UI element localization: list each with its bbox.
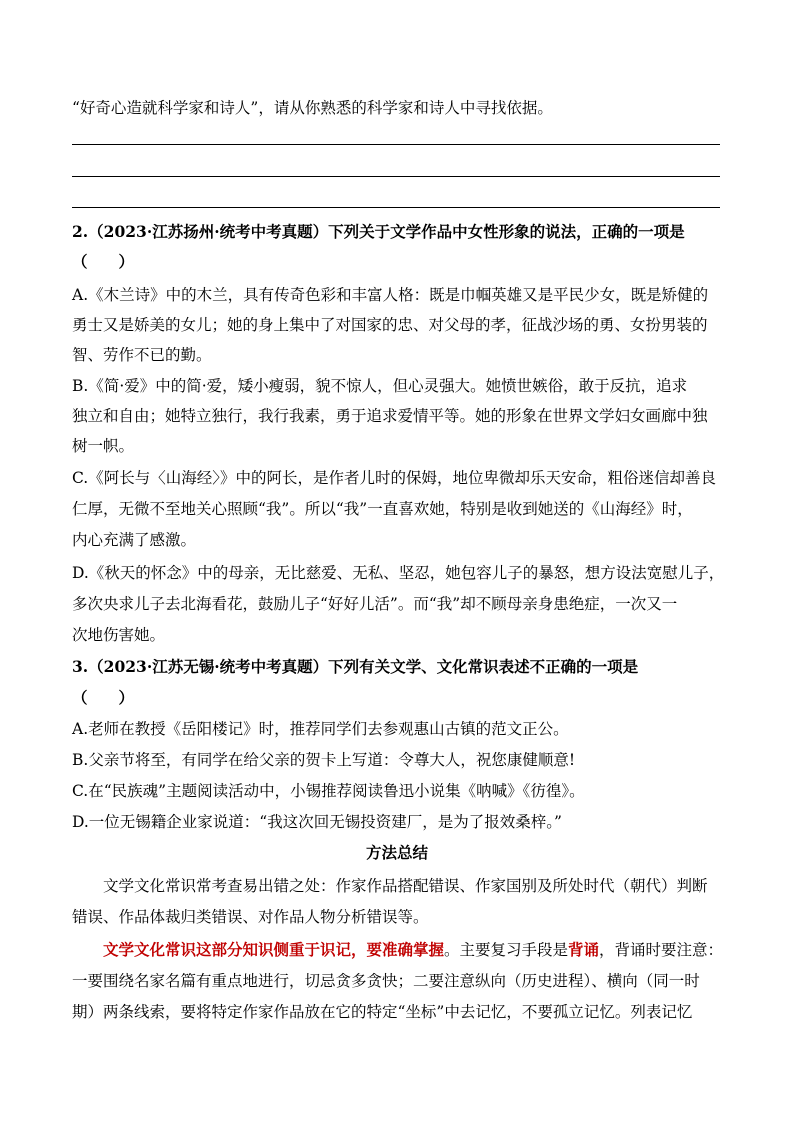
q2-option-a: 智、劳作不已的勤。 <box>72 346 212 364</box>
summary-title: 方法总结 <box>365 843 428 862</box>
summary-paragraph-2 <box>103 940 723 960</box>
q2-option-b: 树一帜。 <box>72 437 135 455</box>
q3-option-d: D.一位无锡籍企业家说道：“我这次回无锡投资建厂，是为了报效桑梓。” <box>72 813 562 831</box>
q2-option-c: 内心充满了感激。 <box>72 531 197 549</box>
summary-text: ，背诵时要注意： <box>599 941 724 959</box>
q2-option-b: B.《简·爱》中的简·爱，矮小瘦弱，貌不惊人，但心灵强大。她愤世嫉俗，敢于反抗，追求 <box>72 377 688 395</box>
q3-option-c: C.在“民族魂”主题阅读活动中，小锡推荐阅读鲁迅小说集《呐喊》《彷徨》。 <box>72 782 585 800</box>
q2-option-d: 多次央求儿子去北海看花，鼓励儿子“好好儿活”。而“我”却不顾母亲身患绝症，一次又一 <box>72 595 678 613</box>
intro-prompt: “好奇心造就科学家和诗人”，请从你熟悉的科学家和诗人中寻找依据。 <box>72 99 553 117</box>
q2-option-c: 仁厚，无微不至地关心照顾“我”。所以“我”一直喜欢她，特别是收到她送的《山海经》时， <box>72 500 693 518</box>
q3-stem: 3.（2023·江苏无锡·统考中考真题）下列有关文学、文化常识表述不正确的一项是 <box>72 657 639 676</box>
q3-option-b: B.父亲节将至，有同学在给父亲的贺卡上写道：令尊大人，祝您康健顺意! <box>72 751 576 769</box>
q3-bracket: （ ） <box>72 688 135 707</box>
q3-option-a: A.老师在教授《岳阳楼记》时，推荐同学们去参观惠山古镇的范文正公。 <box>72 720 569 738</box>
summary-paragraph-1: 文学文化常识常考查易出错之处：作家作品搭配错误、作家国别及所处时代（朝代）判断 <box>103 877 708 895</box>
summary-text: 。主要复习手段是 <box>444 941 569 959</box>
q2-option-a: 勇士又是娇美的女儿；她的身上集中了对国家的忠、对父母的孝，征战沙场的勇、女扮男装的 <box>72 316 708 334</box>
summary-paragraph-2: 期）两条线索，要将特定作家作品放在它的特定“坐标”中去记忆，不要孤立记忆。列表记忆 <box>72 1003 693 1021</box>
emphasis-text: 背诵 <box>568 940 600 959</box>
q2-option-c: C.《阿长与〈山海经〉》中的阿长，是作者儿时的保姆，地位卑微却乐天安命，粗俗迷信却善良 <box>72 469 716 487</box>
q2-option-d: D.《秋天的怀念》中的母亲，无比慈爱、无私、坚忍，她包容儿子的暴怒，想方设法宽慰儿子， <box>72 564 725 582</box>
answer-line <box>72 144 720 145</box>
q2-option-d: 次地伤害她。 <box>72 626 166 644</box>
emphasis-text: 文学文化常识这部分知识侧重于识记，要准确掌握 <box>103 940 445 959</box>
summary-paragraph-1: 错误、作品体裁归类错误、对作品人物分析错误等。 <box>72 908 429 926</box>
summary-paragraph-2: 一要围绕名家名篇有重点地进行，切忌贪多贪快；二要注意纵向（历史进程）、横向（同一时 <box>72 972 700 990</box>
q2-option-b: 独立和自由；她特立独行，我行我素，勇于追求爱情平等。她的形象在世界文学妇女画廊中独 <box>72 407 708 425</box>
answer-line <box>72 176 720 177</box>
q2-option-a: A.《木兰诗》中的木兰，具有传奇色彩和丰富人格：既是巾帼英雄又是平民少女，既是矫健的 <box>72 286 709 304</box>
q2-stem: 2.（2023·江苏扬州·统考中考真题）下列关于文学作品中女性形象的说法，正确的一项是 <box>72 222 685 241</box>
answer-line <box>72 207 720 208</box>
q2-bracket: （ ） <box>72 252 135 271</box>
